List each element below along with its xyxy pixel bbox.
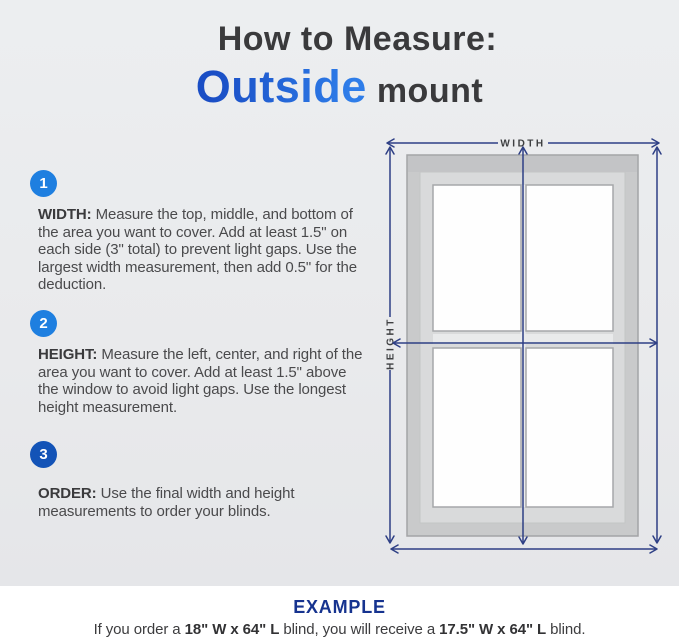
title-mount-word: mount xyxy=(376,72,484,110)
window-pane-top-right xyxy=(526,185,613,331)
window-diagram xyxy=(378,133,670,563)
step-width xyxy=(30,170,370,294)
title-highlight-outside: Outside xyxy=(195,61,367,112)
example-part-5: blind. xyxy=(546,621,586,638)
step-2-number: 2 xyxy=(39,315,48,332)
example-received-size: 17.5" W x 64" L xyxy=(439,621,547,638)
window-pane-bottom-right xyxy=(526,348,613,507)
step-order xyxy=(30,441,370,520)
example-heading: EXAMPLE xyxy=(293,597,386,617)
page-title-line1: How to Measure: xyxy=(217,20,498,58)
step-1-number-badge xyxy=(30,170,57,197)
window-diagram-svg xyxy=(378,133,670,563)
page-title-line2 xyxy=(0,62,679,123)
window-pane-top-left xyxy=(433,185,521,331)
step-1-number: 1 xyxy=(39,175,48,192)
step-2-body: Measure the left, center, and right of the area you want to cover. Add at least 1.5" above the window to avoid light gaps. Use the longest height measurement. xyxy=(38,346,363,416)
width-arrow-label: WIDTH xyxy=(500,138,546,150)
step-1-text xyxy=(30,206,368,294)
title-block xyxy=(0,18,679,123)
window-pane-bottom-left xyxy=(433,348,521,507)
step-1-body: Measure the top, middle, and bottom of the area you want to cover. Add at least 1.5" on each side (3" total) to prevent light gaps. Use the largest width measurement, then add 0.5" for the deduction. xyxy=(38,206,358,294)
example-ordered-size: 18" W x 64" L xyxy=(184,621,280,638)
step-2-number-badge xyxy=(30,310,57,337)
step-3-label: ORDER: xyxy=(38,485,97,502)
step-3-number: 3 xyxy=(39,446,48,463)
height-arrow-label: HEIGHT xyxy=(385,317,397,370)
example-footer xyxy=(0,586,679,644)
example-part-1: If you order a xyxy=(93,621,185,638)
example-part-3: blind, you will receive a xyxy=(279,621,440,638)
example-sentence xyxy=(0,621,679,638)
step-2-text xyxy=(30,346,368,416)
step-2-label: HEIGHT: xyxy=(38,346,98,363)
step-3-text xyxy=(30,485,368,520)
step-1-label: WIDTH: xyxy=(38,206,92,223)
step-height xyxy=(30,310,370,416)
step-3-body: Use the final width and height measurements to order your blinds. xyxy=(38,485,295,520)
step-3-number-badge xyxy=(30,441,57,468)
